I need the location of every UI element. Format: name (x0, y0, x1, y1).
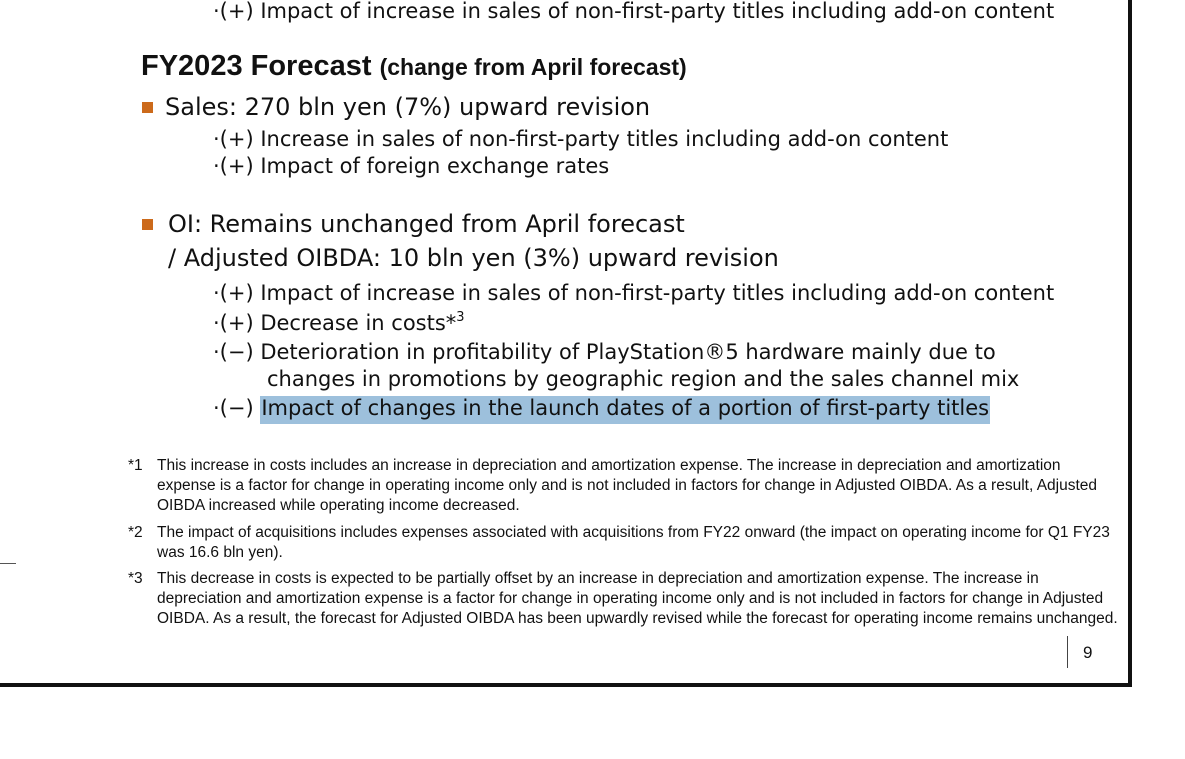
oi-sub-item-prefix: ·(−) (213, 396, 261, 420)
oi-sub-item-continuation: changes in promotions by geographic region and the sales channel mix (267, 367, 1020, 391)
sales-sub-item: ·(+) Increase in sales of non-first-party titles including add-on content (213, 127, 949, 151)
oi-sub-item: ·(+) Impact of increase in sales of non-first-party titles including add-on content (213, 281, 1055, 305)
section-heading (141, 50, 687, 83)
heading-suffix: (change from April forecast) (379, 54, 687, 80)
footnote (128, 569, 1122, 629)
selected-text-highlight[interactable]: Impact of changes in the launch dates of a portion of first-party titles (260, 396, 990, 424)
footnote-ref[interactable]: 3 (456, 310, 465, 325)
square-bullet-icon (142, 102, 153, 113)
page-number: 9 (1083, 643, 1093, 662)
sales-sub-item: ·(+) Impact of foreign exchange rates (213, 154, 610, 178)
oibda-main-point: / Adjusted OIBDA: 10 bln yen (3%) upward revision (168, 244, 779, 272)
oi-sub-item-text: ·(+) Decrease in costs* (213, 311, 457, 335)
oi-main-point: OI: Remains unchanged from April forecast (168, 210, 685, 238)
footnote-text: This decrease in costs is expected to be partially offset by an increase in depreciation and amortization expense. The increase in depreciation and amortization expense is a factor for change in operating income only and is not included in factors for change in Adjusted OIBDA. As a result, the forecast for Adjusted OIBDA has been upwardly revised while the forecast for operating income remains unchanged. (157, 570, 1118, 627)
footnote-text: This increase in costs includes an increase in depreciation and amortization expense. The increase in depreciation and amortization expense is a factor for change in operating income only and is not included in factors for change in Adjusted OIBDA. As a result, Adjusted OIBDA increased while operating income decreased. (157, 457, 1098, 514)
sales-main-point: Sales: 270 bln yen (7%) upward revision (165, 93, 651, 121)
oi-sub-item (213, 396, 990, 420)
footnote (128, 523, 1117, 563)
heading-title: FY2023 Forecast (141, 50, 372, 82)
oi-sub-item: ·(−) Deterioration in profitability of PlayStation®5 hardware mainly due to (213, 340, 996, 364)
square-bullet-icon (142, 219, 153, 230)
oi-sub-item (213, 310, 465, 335)
footnote-text: The impact of acquisitions includes expenses associated with acquisitions from FY22 onward (the impact on operating income for Q1 FY23 was 16.6 bln yen). (157, 524, 1110, 561)
footnote-mark: *3 (128, 570, 143, 587)
divider (0, 563, 16, 564)
top-continuation-item: ·(+) Impact of increase in sales of non-first-party titles including add-on content (213, 0, 1055, 23)
footnote-mark: *1 (128, 457, 143, 474)
page-number-divider (1067, 636, 1068, 668)
footnote (128, 456, 1117, 516)
footnote-mark: *2 (128, 524, 143, 541)
